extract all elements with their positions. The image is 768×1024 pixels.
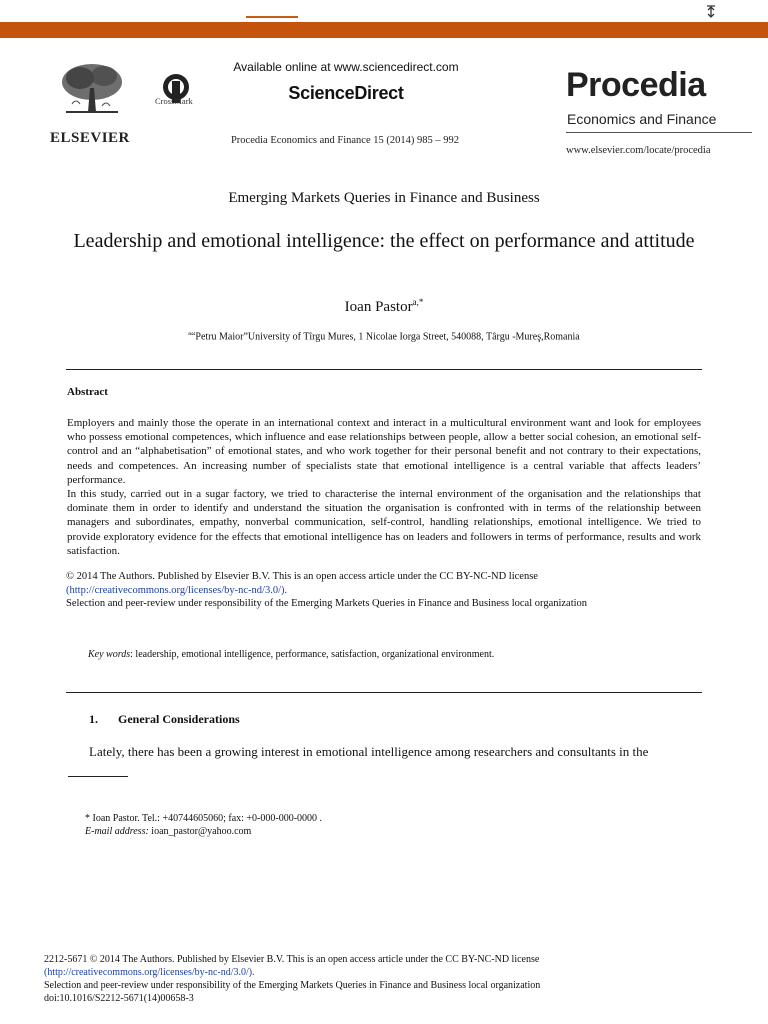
author-line	[0, 297, 768, 316]
license-link[interactable]: (http://creativecommons.org/licenses/by-nc-nd/3.0/).	[66, 584, 288, 596]
abstract-heading: Abstract	[67, 386, 108, 398]
procedia-divider	[566, 132, 752, 133]
author-superscript: a,*	[412, 297, 424, 307]
active-tab-indicator[interactable]	[246, 16, 298, 18]
author-name: Ioan Pastor	[344, 299, 413, 315]
publisher-wordmark: ELSEVIER	[50, 130, 130, 146]
procedia-url-link[interactable]: www.elsevier.com/locate/procedia	[566, 145, 711, 156]
viewer-accent-bar	[0, 22, 768, 38]
footer-peer-review: Selection and peer-review under responsibility of the Emerging Markets Queries in Finance and Business local organization	[44, 980, 541, 991]
footnote-rule	[68, 776, 128, 777]
abstract-paragraph: In this study, carried out in a sugar factory, we tried to characterise the internal environment of the organisation and the relationships that dominate them in order to identify and understand the situation the organisation is confronted with in terms of the relationship between managers and subordinates, empathy, nonverbal communication, self-control, handling relationships, emotional intelligence. We tried to provide exploratory evidence for the effects that emotional intelligence has on leaders and followers in terms of performance, results and work satisfaction.	[67, 488, 701, 557]
procedia-subtitle: Economics and Finance	[567, 111, 717, 127]
keywords-text: : leadership, emotional intelligence, performance, satisfaction, organizational environment.	[130, 649, 495, 660]
page-footer	[44, 953, 744, 1005]
viewer-toolbar	[0, 0, 768, 22]
footnote	[85, 812, 322, 838]
keywords	[88, 649, 708, 660]
journal-header	[0, 38, 768, 160]
section-number: 1.	[89, 712, 98, 726]
abstract-paragraph: Employers and mainly those the operate in an international context and interact in a multicultural environment want and look for employees who possess emotional competences, which influence and ease relationships between people, allow a better social cohesion, an emotional self-control and an “alphabetisation” of emotional states, and who work together for their personal benefit and not contrary to their expectations, needs and competences. An increasing number of specialists state that emotional intelligence is a central variable that affects leaders’ performance.	[67, 417, 701, 486]
affiliation	[0, 331, 768, 342]
conference-title: Emerging Markets Queries in Finance and Business	[228, 190, 540, 206]
section-body-text: Lately, there has been a growing interest in emotional intelligence among researchers and consultants in the	[89, 744, 649, 759]
affiliation-text: “Petru Maior”University of Tîrgu Mures, 1 Nicolae Iorga Street, 540088, Târgu -Mureş,Romania	[190, 331, 580, 343]
license-text: © 2014 The Authors. Published by Elsevier B.V. This is an open access article under the CC BY-NC-ND license	[66, 571, 538, 582]
crossmark-icon[interactable]	[150, 62, 206, 122]
email-label: E-mail address:	[85, 826, 149, 837]
license-block	[66, 570, 706, 611]
scroll-arrow-icon[interactable]	[702, 2, 720, 20]
email-address[interactable]: ioan_pastor@yahoo.com	[148, 826, 252, 837]
footer-license-link[interactable]: (http://creativecommons.org/licenses/by-nc-nd/3.0/).	[44, 967, 255, 978]
sciencedirect-logo[interactable]: ScienceDirect	[288, 83, 404, 103]
footnote-contact: * Ioan Pastor. Tel.: +40744605060; fax: +0-000-000-0000 .	[85, 813, 323, 824]
procedia-logo: Procedia	[566, 66, 706, 104]
available-online-link[interactable]: Available online at www.sciencedirect.com	[233, 60, 459, 74]
affiliation-superscript: a	[188, 331, 191, 337]
journal-reference: Procedia Economics and Finance 15 (2014) 985 – 992	[230, 135, 460, 146]
peer-review-text: Selection and peer-review under responsibility of the Emerging Markets Queries in Finance and Business local organization	[66, 598, 588, 609]
footer-copyright: 2212-5671 © 2014 The Authors. Published by Elsevier B.V. This is an open access article under the CC BY-NC-ND license	[44, 954, 540, 965]
abstract-top-rule	[66, 369, 702, 370]
footer-doi[interactable]: doi:10.1016/S2212-5671(14)00658-3	[44, 993, 194, 1004]
abstract-bottom-rule	[66, 692, 702, 693]
paper-title: Leadership and emotional intelligence: the effect on performance and attitude	[73, 230, 695, 252]
section-title: General Considerations	[118, 712, 240, 726]
section-heading	[89, 712, 240, 727]
abstract-body	[67, 416, 701, 558]
crossmark-label: CrossMark	[155, 96, 193, 106]
keywords-label: Key words	[88, 649, 131, 660]
